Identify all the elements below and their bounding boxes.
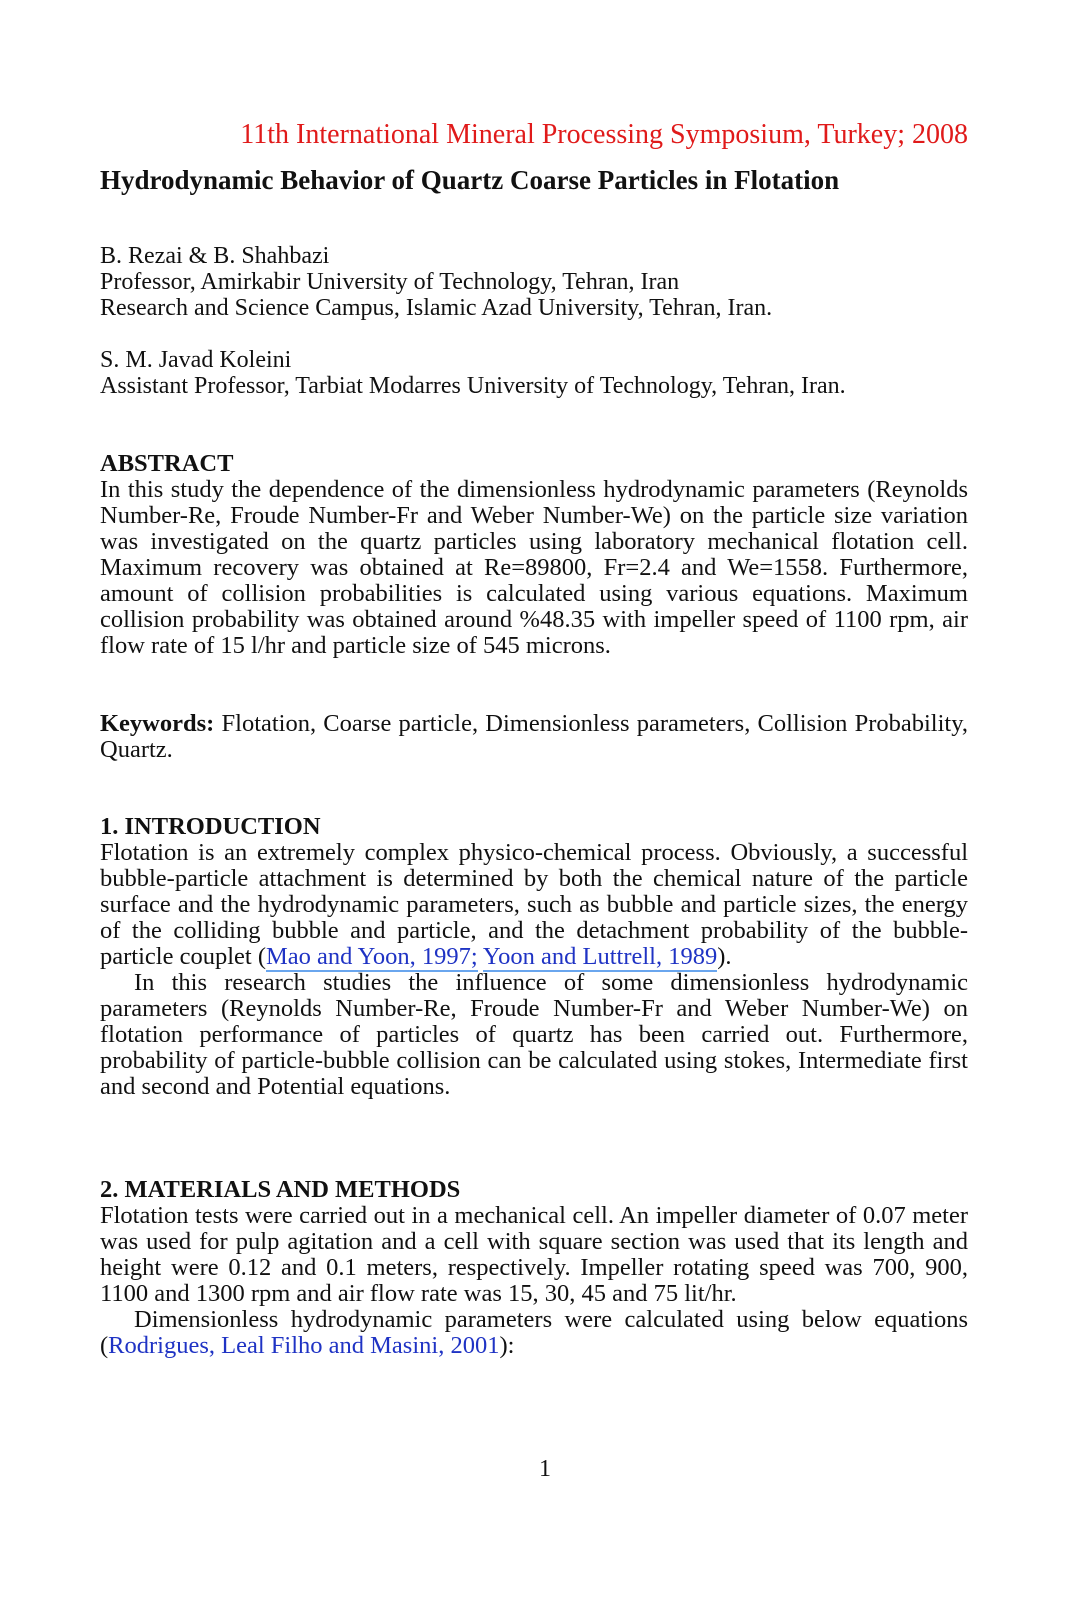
author-affiliation-1: Professor, Amirkabir University of Technology, Tehran, Iran (100, 269, 680, 295)
methods-paragraph-2 (100, 1307, 968, 1359)
conference-header: 11th International Mineral Processing Symposium, Turkey; 2008 (240, 119, 968, 150)
keywords-text: Flotation, Coarse particle, Dimensionless parameters, Collision Probability, Quartz. (100, 710, 968, 763)
introduction-p1-text: Flotation is an extremely complex physico-chemical process. Obviously, a successful bubble-particle attachment is determined by both the chemical nature of the particle surface and the hydrodynamic parameters, such as bubble and particle sizes, the energy of the colliding bubble and particle, and the detachment probability of the bubble-particle couplet ( (100, 839, 968, 970)
author-affiliation-2: Research and Science Campus, Islamic Azad University, Tehran, Iran. (100, 295, 773, 321)
citation-rodrigues[interactable]: Rodrigues, Leal Filho and Masini, 2001 (108, 1332, 500, 1359)
citation-mao-yoon[interactable]: Mao and Yoon, 1997; (265, 943, 478, 970)
keywords-label: Keywords: (100, 710, 215, 737)
methods-p2-text: Dimensionless hydrodynamic parameters were calculated using below equations ( (100, 1306, 968, 1359)
author-block (100, 243, 968, 399)
introduction-p1-end: ). (717, 943, 732, 970)
methods-section (100, 1177, 968, 1359)
page-number: 1 (539, 1456, 551, 1482)
abstract-text: In this study the dependence of the dimensionless hydrodynamic parameters (Reynolds Number-Re, Froude Number-Fr and Weber Number-We) on the particle size variation was investigated on the quartz particles using laboratory mechanical flotation cell. Maximum recovery was obtained at Re=89800, Fr=2.4 and We=1558. Furthermore, amount of collision probabilities is calculated using various equations. Maximum collision probability was obtained around %48.35 with impeller speed of 1100 rpm, air flow rate of 15 l/hr and particle size of 545 microns. (100, 476, 968, 659)
keywords-section (100, 711, 968, 763)
introduction-paragraph-2: In this research studies the influence of some dimensionless hydrodynamic parameters (Reynolds Number-Re, Froude Number-Fr and Weber Number-We) on flotation performance of particles of quartz has been carried out. Furthermore, probability of particle-bubble collision can be calculated using stokes, Intermediate first and second and Potential equations. (100, 969, 968, 1100)
abstract-section (100, 451, 968, 659)
author-names-2: S. M. Javad Koleini (100, 347, 292, 373)
citation-yoon-luttrell[interactable]: Yoon and Luttrell, 1989 (482, 943, 718, 970)
paper-title: Hydrodynamic Behavior of Quartz Coarse Particles in Flotation (100, 165, 840, 195)
author-names-1: B. Rezai & B. Shahbazi (100, 243, 330, 269)
introduction-section (100, 814, 968, 1100)
methods-heading: 2. MATERIALS AND METHODS (100, 1176, 461, 1203)
author-affiliation-3: Assistant Professor, Tarbiat Modarres University of Technology, Tehran, Iran. (100, 373, 846, 399)
keywords-paragraph (100, 711, 968, 763)
methods-paragraph-1: Flotation tests were carried out in a mechanical cell. An impeller diameter of 0.07 meter was used for pulp agitation and a cell with square section was used that its length and height were 0.12 and 0.1 meters, respectively. Impeller rotating speed was 700, 900, 1100 and 1300 rpm and air flow rate was 15, 30, 45 and 75 lit/hr. (100, 1202, 968, 1307)
introduction-paragraph-1 (100, 840, 968, 970)
introduction-heading: 1. INTRODUCTION (100, 813, 321, 840)
methods-p2-end: ): (499, 1332, 515, 1359)
abstract-heading: ABSTRACT (100, 450, 234, 477)
